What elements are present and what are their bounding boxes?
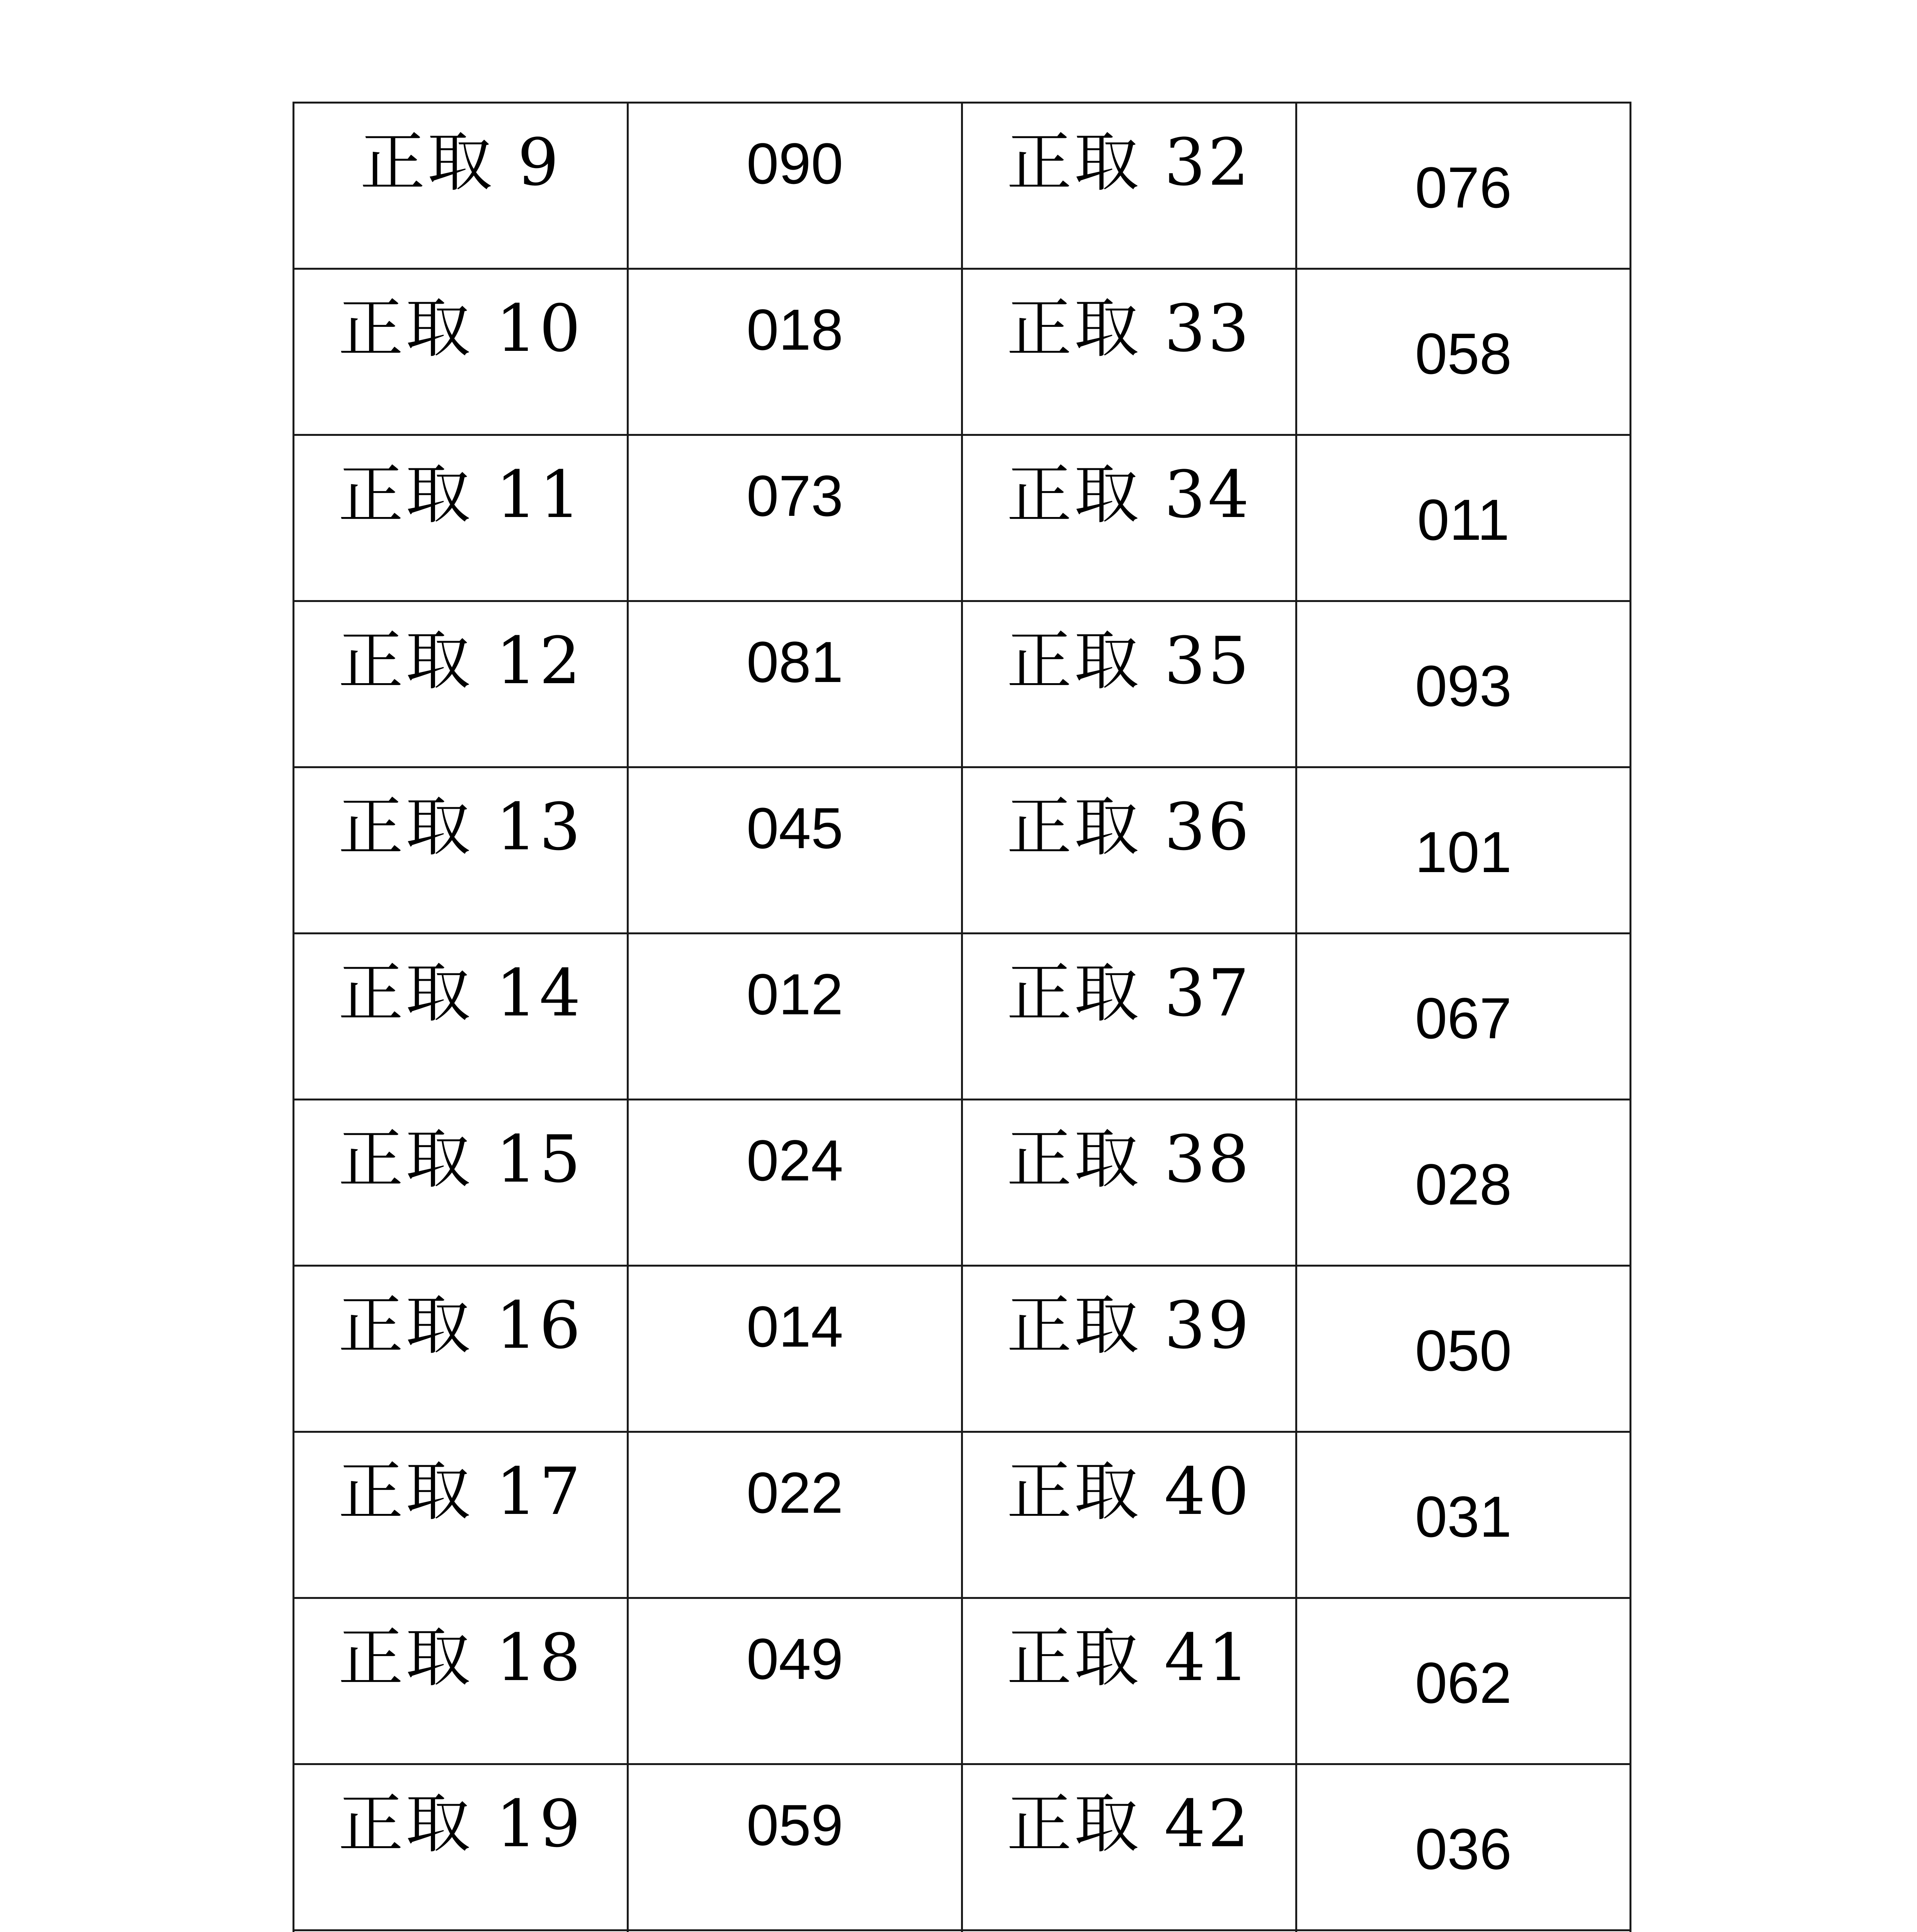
rank-cell [962, 767, 1296, 934]
rank-label: 正取 18 [338, 1620, 583, 1696]
candidate-number: 093 [1415, 653, 1512, 718]
rank-cell [294, 1100, 628, 1266]
rank-cell [294, 1764, 628, 1930]
candidate-number: 073 [746, 463, 844, 528]
rank-cell [962, 1432, 1296, 1598]
rank-cell [962, 269, 1296, 435]
candidate-number: 101 [1415, 820, 1512, 884]
candidate-number: 036 [1415, 1816, 1512, 1881]
table-row [294, 601, 1631, 767]
candidate-number-cell [1296, 269, 1631, 435]
rank-cell [294, 1598, 628, 1764]
rank-label: 正取 41 [1007, 1620, 1252, 1696]
rank-label: 正取 19 [338, 1786, 583, 1862]
candidate-number: 012 [746, 962, 844, 1027]
table-row [294, 269, 1631, 435]
table-row [294, 767, 1631, 934]
candidate-number-cell [628, 1432, 962, 1598]
candidate-number-cell [1296, 1930, 1631, 1932]
table-row [294, 435, 1631, 601]
candidate-number-cell [1296, 1432, 1631, 1598]
candidate-number-cell [628, 1930, 962, 1932]
rank-label: 正取 38 [1007, 1121, 1252, 1197]
rank-cell [294, 601, 628, 767]
candidate-number: 067 [1415, 986, 1512, 1051]
admission-list-table [293, 102, 1631, 1932]
rank-cell [294, 767, 628, 934]
candidate-number: 062 [1415, 1650, 1512, 1715]
table-row [294, 1100, 1631, 1266]
rank-cell [962, 435, 1296, 601]
rank-label: 正取 35 [1007, 623, 1252, 699]
rank-cell [962, 1266, 1296, 1432]
rank-cell [294, 103, 628, 269]
rank-label: 正取 16 [338, 1287, 583, 1363]
candidate-number: 058 [1415, 321, 1512, 386]
candidate-number: 045 [746, 796, 844, 861]
rank-label: 正取 12 [338, 623, 583, 699]
candidate-number: 011 [1417, 487, 1510, 552]
rank-label: 正取 15 [338, 1121, 583, 1197]
rank-label: 正取 34 [1007, 457, 1252, 532]
rank-label: 正取 36 [1007, 789, 1252, 865]
rank-cell [294, 1266, 628, 1432]
rank-cell [294, 269, 628, 435]
candidate-number: 028 [1415, 1152, 1512, 1217]
candidate-number-cell [628, 1100, 962, 1266]
rank-cell [294, 1432, 628, 1598]
rank-label: 正取 13 [338, 789, 583, 865]
candidate-number: 049 [746, 1626, 844, 1691]
rank-cell [962, 1598, 1296, 1764]
table-row [294, 1598, 1631, 1764]
table-row [294, 934, 1631, 1100]
rank-cell [294, 435, 628, 601]
candidate-number-cell [1296, 934, 1631, 1100]
rank-label: 正取 39 [1007, 1287, 1252, 1363]
rank-label: 正取 32 [1007, 124, 1252, 200]
candidate-number: 059 [746, 1793, 844, 1857]
candidate-number-cell [628, 1764, 962, 1930]
rank-label: 正取 11 [338, 457, 583, 532]
candidate-number: 076 [1415, 155, 1512, 220]
rank-label: 正取 10 [338, 291, 583, 366]
candidate-number: 024 [746, 1128, 844, 1193]
rank-label: 正取 33 [1007, 291, 1252, 366]
rank-cell [962, 934, 1296, 1100]
rank-cell [962, 1930, 1296, 1932]
rank-cell [962, 601, 1296, 767]
candidate-number-cell [628, 601, 962, 767]
candidate-number-cell [1296, 1598, 1631, 1764]
candidate-number: 014 [746, 1294, 844, 1359]
candidate-number-cell [1296, 767, 1631, 934]
candidate-number: 031 [1415, 1484, 1512, 1549]
table-row [294, 1432, 1631, 1598]
table-row [294, 103, 1631, 269]
candidate-number-cell [628, 103, 962, 269]
table-row [294, 1764, 1631, 1930]
rank-label: 正取 37 [1007, 955, 1252, 1031]
candidate-number-cell [1296, 1100, 1631, 1266]
candidate-number-cell [628, 1598, 962, 1764]
candidate-number-cell [628, 435, 962, 601]
candidate-number-cell [628, 1266, 962, 1432]
candidate-number-cell [1296, 1266, 1631, 1432]
candidate-number-cell [628, 269, 962, 435]
rank-label: 正取 14 [338, 955, 583, 1031]
rank-cell [962, 1764, 1296, 1930]
rank-cell [962, 1100, 1296, 1266]
candidate-number: 018 [746, 297, 844, 362]
rank-label: 正取 42 [1007, 1786, 1252, 1862]
candidate-number-cell [1296, 103, 1631, 269]
candidate-number-cell [628, 934, 962, 1100]
candidate-number-cell [628, 767, 962, 934]
table-row [294, 1266, 1631, 1432]
rank-label: 正取 17 [338, 1454, 583, 1529]
candidate-number: 050 [1415, 1318, 1512, 1383]
rank-label: 正取 40 [1007, 1454, 1252, 1529]
candidate-number: 022 [746, 1460, 844, 1525]
admission-list-body [294, 103, 1631, 1932]
candidate-number-cell [1296, 435, 1631, 601]
rank-label: 正取 9 [360, 124, 561, 200]
candidate-number: 081 [746, 629, 844, 694]
rank-cell [294, 934, 628, 1100]
rank-cell [294, 1930, 628, 1932]
table-row [294, 1930, 1631, 1932]
rank-cell [962, 103, 1296, 269]
candidate-number-cell [1296, 601, 1631, 767]
candidate-number: 090 [746, 131, 844, 196]
candidate-number-cell [1296, 1764, 1631, 1930]
